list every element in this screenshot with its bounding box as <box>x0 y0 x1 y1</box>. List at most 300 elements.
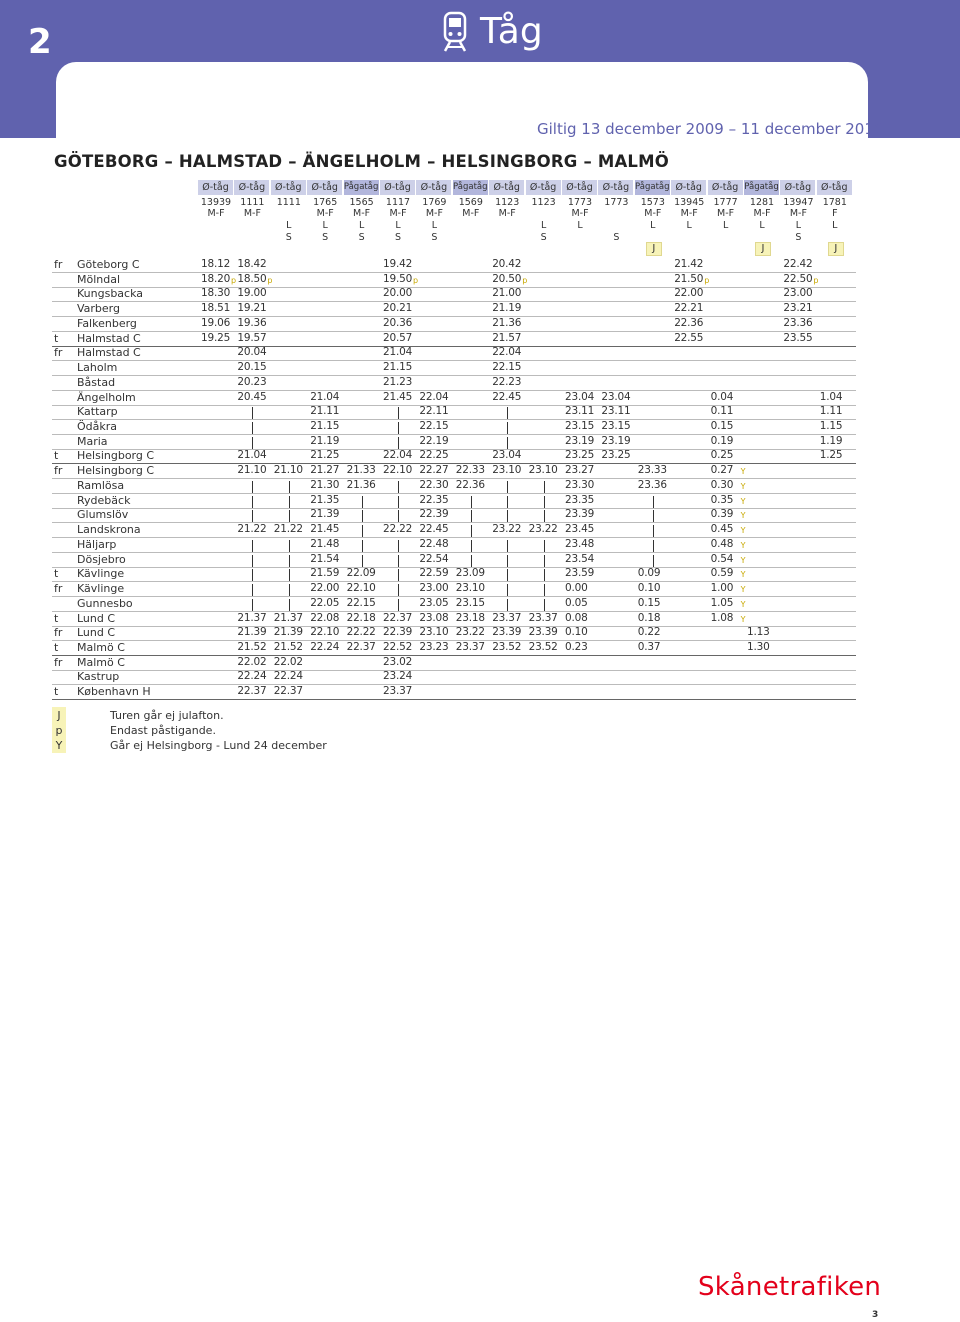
departure-time: 22.45 <box>492 390 522 403</box>
departure-time: 0.37 <box>637 640 661 653</box>
train-number: 1281 <box>749 197 775 208</box>
train-marker-l: L <box>722 220 729 231</box>
departure-time: 22.45 <box>419 523 449 536</box>
departure-time: 21.33 <box>346 464 376 477</box>
departure-time: 0.35 <box>710 493 734 506</box>
passes-without-stop-bar <box>471 525 472 537</box>
train-number: 1111 <box>276 197 301 208</box>
train-days: M-F <box>753 208 771 219</box>
departure-time: 1.08 <box>710 611 734 624</box>
train-marker-s: S <box>358 232 365 243</box>
departure-time: 22.21 <box>674 302 704 315</box>
train-type: Ø-tåg <box>817 180 852 195</box>
departure-time: 21.39 <box>273 626 303 639</box>
legend-key: p <box>55 724 63 737</box>
row-divider <box>52 360 856 361</box>
departure-time: 22.10 <box>346 582 376 595</box>
departure-time: 22.37 <box>346 640 376 653</box>
departure-time: 21.35 <box>310 493 340 506</box>
train-marker-s: S <box>540 232 547 243</box>
train-days: M-F <box>353 208 371 219</box>
train-days: M-F <box>498 208 516 219</box>
passes-without-stop-bar <box>507 496 508 508</box>
departure-time: 21.30 <box>310 478 340 491</box>
train-number: 1777 <box>713 197 738 208</box>
departure-time: 20.36 <box>383 316 413 329</box>
departure-time: 21.59 <box>310 567 340 580</box>
passes-without-stop-bar <box>507 599 508 611</box>
row-direction: fr <box>54 626 63 640</box>
departure-time: 21.37 <box>273 611 303 624</box>
departure-time: 22.36 <box>455 478 485 491</box>
departure-time: 22.39 <box>383 626 413 639</box>
departure-time: 22.04 <box>383 449 413 462</box>
train-marker-l: L <box>577 220 583 231</box>
train-marker-l: L <box>686 220 692 231</box>
departure-time: 0.27 <box>710 464 734 477</box>
train-days: M-F <box>644 208 662 219</box>
passes-without-stop-bar <box>252 510 253 522</box>
passes-without-stop-bar <box>653 510 654 522</box>
row-divider <box>52 375 856 376</box>
passes-without-stop-bar <box>362 510 363 522</box>
departure-time: 22.19 <box>419 434 449 447</box>
passes-without-stop-bar <box>471 555 472 567</box>
station-name: Mölndal <box>77 272 121 286</box>
departure-time: 23.15 <box>455 596 485 609</box>
departure-time: 21.36 <box>492 316 522 329</box>
departure-time: 22.39 <box>419 508 449 521</box>
departure-time: 22.24 <box>310 640 340 653</box>
departure-time: 21.25 <box>310 449 340 462</box>
departure-time: 22.25 <box>419 449 449 462</box>
row-divider <box>52 272 856 273</box>
departure-time: 20.04 <box>237 346 267 359</box>
departure-time: 19.25 <box>201 331 231 344</box>
validity-period: Giltig 13 december 2009 – 11 december 2010 <box>537 120 884 138</box>
row-divider <box>52 301 856 302</box>
departure-time: 23.39 <box>565 508 595 521</box>
train-marker-l: L <box>650 220 656 231</box>
train-marker-l: L <box>358 220 365 231</box>
passes-without-stop-bar <box>507 510 508 522</box>
passes-without-stop-bar <box>471 496 472 508</box>
departure-time: 19.21 <box>237 302 267 315</box>
departure-time: 0.45 <box>710 523 734 536</box>
train-number: 1773 <box>567 197 593 208</box>
departure-time: 0.10 <box>637 582 661 595</box>
train-type: Ø-tåg <box>489 180 524 195</box>
departure-time: 23.18 <box>455 611 485 624</box>
station-name: Varberg <box>77 302 120 316</box>
departure-time: 20.42 <box>492 258 522 270</box>
row-divider <box>52 699 856 700</box>
station-name: Landskrona <box>77 523 141 537</box>
train-number: 1573 <box>640 197 665 208</box>
train-number: 1769 <box>422 197 447 208</box>
station-name: Helsingborg C <box>77 449 155 463</box>
station-name: Kungsbacka <box>77 287 144 301</box>
departure-time: 21.22 <box>273 523 303 536</box>
train-marker-s: S <box>613 232 620 243</box>
departure-time: 20.00 <box>383 287 413 300</box>
train-marker-s: S <box>322 232 329 243</box>
departure-time: 22.35 <box>419 493 449 506</box>
departure-time: 23.54 <box>565 552 595 565</box>
departure-time: 23.55 <box>783 331 813 344</box>
train-days: M-F <box>207 208 225 219</box>
departure-time: 19.36 <box>237 316 267 329</box>
passes-without-stop-bar <box>398 599 399 611</box>
departure-time: 23.10 <box>492 464 522 477</box>
departure-time: 23.19 <box>565 434 595 447</box>
passes-without-stop-bar <box>544 584 545 596</box>
departure-time: 23.25 <box>565 449 595 462</box>
station-name: Halmstad C <box>77 331 141 345</box>
station-name: Häljarp <box>77 537 117 551</box>
departure-time: 0.48 <box>710 537 734 550</box>
departure-time: 22.37 <box>273 685 303 698</box>
departure-time: 21.52 <box>273 640 303 653</box>
train-marker-l: L <box>395 220 401 231</box>
departure-time: 21.37 <box>237 611 267 624</box>
departure-time: 0.10 <box>565 626 588 639</box>
legend-text: Går ej Helsingborg - Lund 24 december <box>110 739 327 752</box>
train-marker-l: L <box>759 220 765 231</box>
station-name: Ramlösa <box>77 478 125 492</box>
departure-time: 21.52 <box>237 640 267 653</box>
footnote-flag: Y <box>740 481 746 491</box>
departure-time: 22.54 <box>419 552 449 565</box>
train-number: 1569 <box>458 197 483 208</box>
departure-time: 22.10 <box>383 464 413 477</box>
train-number: 1123 <box>531 197 556 208</box>
train-type: Ø-tåg <box>562 180 597 195</box>
departure-time: 18.42 <box>237 258 267 270</box>
departure-time: 1.25 <box>819 449 843 462</box>
departure-time: 18.50 <box>237 272 267 285</box>
departure-time: 22.02 <box>237 655 267 668</box>
passes-without-stop-bar <box>252 555 253 567</box>
train-marker-l: L <box>431 220 438 231</box>
station-name: Malmö C <box>77 655 125 669</box>
passes-without-stop-bar <box>507 437 508 449</box>
departure-time: 21.50 <box>674 272 704 285</box>
departure-time: 18.12 <box>201 258 231 270</box>
departure-time: 23.39 <box>528 626 558 639</box>
departure-time: 23.00 <box>783 287 813 300</box>
departure-time: 22.30 <box>419 478 449 491</box>
station-name: Kattarp <box>77 405 118 419</box>
train-number: 1123 <box>495 197 520 208</box>
passes-without-stop-bar <box>289 496 290 508</box>
departure-time: 22.22 <box>383 523 413 536</box>
station-name: Kastrup <box>77 670 120 684</box>
departure-time: 22.04 <box>492 346 522 359</box>
row-direction: fr <box>54 464 63 478</box>
departure-time: 23.45 <box>565 523 595 536</box>
passes-without-stop-bar <box>471 540 472 552</box>
departure-time: 0.25 <box>710 449 734 462</box>
row-divider <box>52 316 856 317</box>
departure-time: 22.11 <box>419 405 449 418</box>
departure-time: 19.57 <box>237 331 267 344</box>
train-days: M-F <box>316 208 334 219</box>
train-days: M-F <box>425 208 443 219</box>
departure-time: 20.21 <box>383 302 413 315</box>
departure-time: 20.50 <box>492 272 522 285</box>
departure-time: 0.39 <box>710 508 734 521</box>
train-type: Pågatåg <box>344 180 379 195</box>
footnote-flag: p <box>231 275 237 285</box>
train-type: Ø-tåg <box>271 180 306 195</box>
departure-time: 22.23 <box>492 375 522 388</box>
departure-time: 23.35 <box>565 493 595 506</box>
departure-time: 21.15 <box>383 361 413 374</box>
departure-time: 0.19 <box>710 434 734 447</box>
departure-time: 21.23 <box>383 375 413 388</box>
departure-time: 23.15 <box>601 420 631 433</box>
departure-time: 21.45 <box>383 390 413 403</box>
departure-time: 19.50 <box>383 272 413 285</box>
departure-time: 0.23 <box>565 640 588 653</box>
departure-time: 21.15 <box>310 420 340 433</box>
station-name: Glumslöv <box>77 508 129 522</box>
row-divider <box>52 287 856 288</box>
passes-without-stop-bar <box>252 584 253 596</box>
train-type: Pågatåg <box>453 180 488 195</box>
departure-time: 23.36 <box>637 478 667 491</box>
departure-time: 23.04 <box>601 390 631 403</box>
departure-time: 21.27 <box>310 464 340 477</box>
departure-time: 22.50 <box>783 272 813 285</box>
departure-time: 23.30 <box>565 478 595 491</box>
station-name: Ödåkra <box>77 420 118 434</box>
passes-without-stop-bar <box>252 437 253 449</box>
train-days: M-F <box>462 208 480 219</box>
station-name: Falkenberg <box>77 316 137 330</box>
departure-time: 23.10 <box>528 464 558 477</box>
departure-time: 23.02 <box>383 655 413 668</box>
departure-time: 20.23 <box>237 375 267 388</box>
train-type: Ø-tåg <box>307 180 342 195</box>
departure-time: 21.04 <box>383 346 413 359</box>
station-name: Maria <box>77 434 108 448</box>
departure-time: 21.11 <box>310 405 340 418</box>
row-divider <box>52 670 856 671</box>
station-name: Halmstad C <box>77 346 141 360</box>
passes-without-stop-bar <box>398 555 399 567</box>
train-days: M-F <box>571 208 589 219</box>
departure-time: 23.36 <box>783 316 813 329</box>
departure-time: 23.10 <box>419 626 449 639</box>
station-name: Ängelholm <box>77 390 136 404</box>
train-days: M-F <box>389 208 407 219</box>
station-name: Laholm <box>77 361 118 375</box>
train-marker-s: S <box>795 232 802 243</box>
passes-without-stop-bar <box>252 569 253 581</box>
departure-time: 22.37 <box>237 685 267 698</box>
footnote-flag: p <box>267 275 273 285</box>
section-title-text: Tåg <box>480 10 543 52</box>
departure-time: 21.45 <box>310 523 340 536</box>
passes-without-stop-bar <box>544 481 545 493</box>
route-title: GÖTEBORG – HALMSTAD – ÄNGELHOLM – HELSINGBORG – MALMÖ <box>54 152 669 171</box>
train-number: 1565 <box>349 197 374 208</box>
departure-time: 23.11 <box>565 405 595 418</box>
departure-time: 23.37 <box>492 611 522 624</box>
departure-time: 22.00 <box>310 582 340 595</box>
departure-time: 23.59 <box>565 567 595 580</box>
departure-time: 21.10 <box>237 464 267 477</box>
passes-without-stop-bar <box>653 555 654 567</box>
departure-time: 23.05 <box>419 596 449 609</box>
footnote-flag: Y <box>740 599 746 609</box>
departure-time: 20.57 <box>383 331 413 344</box>
passes-without-stop-bar <box>289 569 290 581</box>
row-direction: fr <box>54 655 63 669</box>
train-type: Ø-tåg <box>780 180 815 195</box>
departure-time: 23.37 <box>455 640 485 653</box>
train-type: Ø-tåg <box>708 180 743 195</box>
train-number: 13947 <box>783 197 814 208</box>
passes-without-stop-bar <box>507 540 508 552</box>
departure-time: 22.00 <box>674 287 704 300</box>
departure-time: 22.04 <box>419 390 449 403</box>
departure-time: 23.09 <box>455 567 485 580</box>
passes-without-stop-bar <box>289 540 290 552</box>
train-days: M-F <box>717 208 735 219</box>
passes-without-stop-bar <box>362 525 363 537</box>
train-type: Ø-tåg <box>416 180 451 195</box>
train-type: Pågatåg <box>744 180 779 195</box>
footnote-flag: p <box>522 275 528 285</box>
footnote-flag: p <box>813 275 819 285</box>
train-type: Ø-tåg <box>380 180 415 195</box>
footnote-flag: Y <box>740 467 746 477</box>
departure-time: 22.59 <box>419 567 449 580</box>
departure-time: 21.39 <box>310 508 340 521</box>
departure-time: 22.09 <box>346 567 376 580</box>
legend-text: Turen går ej julafton. <box>110 709 224 722</box>
departure-time: 23.22 <box>492 523 522 536</box>
passes-without-stop-bar <box>398 422 399 434</box>
passes-without-stop-bar <box>362 555 363 567</box>
station-name: Båstad <box>77 375 116 389</box>
row-divider <box>52 331 856 332</box>
train-marker-s: S <box>431 232 438 243</box>
passes-without-stop-bar <box>252 422 253 434</box>
departure-time: 0.11 <box>710 405 734 418</box>
departure-time: 23.04 <box>565 390 595 403</box>
station-name: Göteborg C <box>77 258 140 271</box>
footnote-flag: Y <box>740 496 746 506</box>
departure-time: 22.15 <box>346 596 376 609</box>
departure-time: 23.00 <box>419 582 449 595</box>
row-direction: t <box>54 685 59 699</box>
footnote-flag: p <box>413 275 419 285</box>
train-type: Pågatåg <box>635 180 670 195</box>
departure-time: 23.19 <box>601 434 631 447</box>
departure-time: 0.15 <box>637 596 661 609</box>
passes-without-stop-bar <box>289 510 290 522</box>
passes-without-stop-bar <box>398 496 399 508</box>
footnote-j-marker: J <box>755 242 771 256</box>
departure-time: 23.24 <box>383 670 413 683</box>
row-direction: t <box>54 567 59 581</box>
footnote-flag: Y <box>740 570 746 580</box>
footnote-flag: p <box>704 275 710 285</box>
departure-time: 1.15 <box>819 420 843 433</box>
departure-time: 23.25 <box>601 449 631 462</box>
train-days: M-F <box>789 208 807 219</box>
departure-time: 23.33 <box>637 464 667 477</box>
departure-time: 0.22 <box>637 626 661 639</box>
passes-without-stop-bar <box>252 407 253 419</box>
departure-time: 21.42 <box>674 258 704 270</box>
departure-time: 22.24 <box>273 670 303 683</box>
passes-without-stop-bar <box>398 510 399 522</box>
passes-without-stop-bar <box>544 599 545 611</box>
departure-time: 23.15 <box>565 420 595 433</box>
row-direction: fr <box>54 582 63 596</box>
departure-time: 23.11 <box>601 405 631 418</box>
departure-time: 19.00 <box>237 287 267 300</box>
passes-without-stop-bar <box>398 407 399 419</box>
passes-without-stop-bar <box>362 540 363 552</box>
passes-without-stop-bar <box>507 569 508 581</box>
station-name: Rydebäck <box>77 493 131 507</box>
departure-time: 23.39 <box>492 626 522 639</box>
passes-without-stop-bar <box>289 584 290 596</box>
passes-without-stop-bar <box>289 599 290 611</box>
departure-time: 22.55 <box>674 331 704 344</box>
departure-time: 22.37 <box>383 611 413 624</box>
train-type: Ø-tåg <box>598 180 633 195</box>
passes-without-stop-bar <box>289 481 290 493</box>
footnote-flag: Y <box>740 585 746 595</box>
departure-time: 22.36 <box>674 316 704 329</box>
train-marker-l: L <box>540 220 547 231</box>
departure-time: 20.15 <box>237 361 267 374</box>
departure-time: 23.52 <box>492 640 522 653</box>
passes-without-stop-bar <box>507 481 508 493</box>
footnote-j-marker: J <box>646 242 662 256</box>
departure-time: 0.04 <box>710 390 734 403</box>
departure-time: 0.18 <box>637 611 661 624</box>
departure-time: 21.04 <box>310 390 340 403</box>
train-number: 1765 <box>313 197 338 208</box>
train-type: Ø-tåg <box>198 180 233 195</box>
train-number: 1117 <box>385 197 411 208</box>
passes-without-stop-bar <box>398 569 399 581</box>
footer-page-number: 3 <box>872 1310 879 1320</box>
departure-time: 0.09 <box>637 567 661 580</box>
departure-time: 19.42 <box>383 258 413 270</box>
departure-time: 18.51 <box>201 302 231 315</box>
train-number: 1781 <box>822 197 847 208</box>
departure-time: 23.37 <box>383 685 413 698</box>
row-divider <box>52 655 856 656</box>
departure-time: 23.23 <box>419 640 449 653</box>
departure-time: 18.30 <box>201 287 231 300</box>
departure-time: 23.04 <box>492 449 522 462</box>
departure-time: 22.24 <box>237 670 267 683</box>
departure-time: 0.00 <box>565 582 588 595</box>
departure-time: 23.21 <box>783 302 813 315</box>
footnote-flag: Y <box>740 540 746 550</box>
row-direction: fr <box>54 346 63 360</box>
